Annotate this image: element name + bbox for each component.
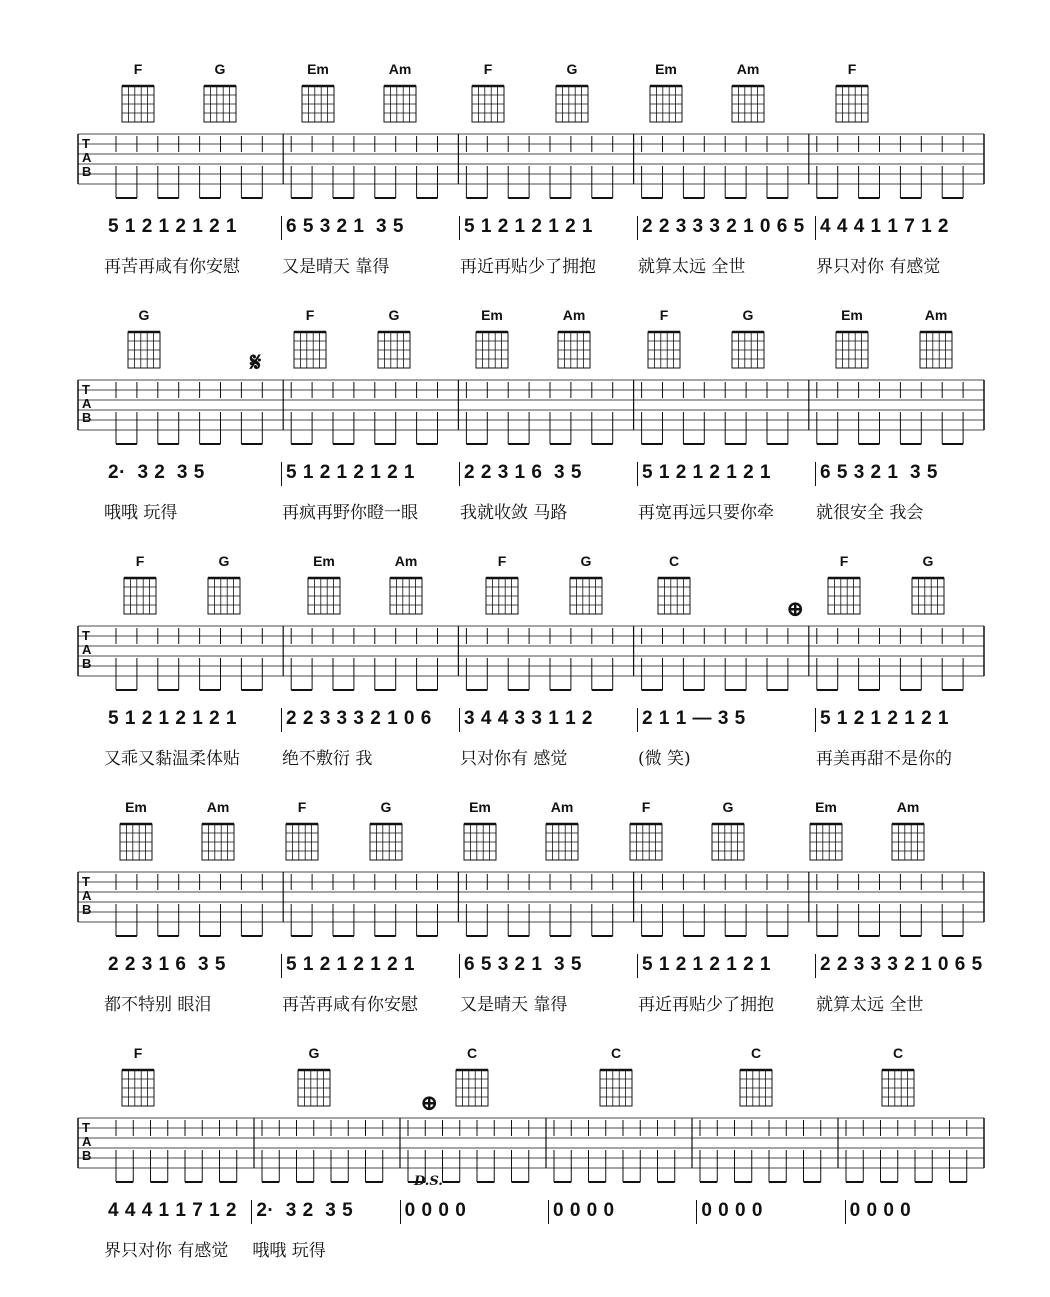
coda-sign: ⊕	[786, 596, 805, 622]
tab-staff	[70, 1110, 990, 1190]
svg-text:T: T	[82, 136, 90, 151]
chord-row	[70, 800, 990, 862]
svg-text:B: B	[82, 656, 92, 671]
chord-diagram: G	[542, 62, 602, 126]
svg-text:T: T	[82, 628, 90, 643]
chord-diagram: G	[364, 308, 424, 372]
numbered-notation-row: 4 4 4 1 1 7 1 2 2· 3 2 3 5 0 0 0 0 0 0 0 0 0 0 0 0 0 0 0 0	[104, 1198, 994, 1224]
chord-diagram: F	[472, 554, 532, 618]
lyrics-row: 再苦再咸有你安慰 又是晴天 靠得 再近再贴少了拥抱 就算太远 全世 界只对你 有感觉	[104, 257, 941, 276]
chord-diagram: Em	[294, 554, 354, 618]
chord-diagram: Em	[288, 62, 348, 126]
chord-diagram: F	[634, 308, 694, 372]
chord-diagram: Am	[906, 308, 966, 372]
chord-diagram: G	[190, 62, 250, 126]
ds-marking: D.S.	[414, 1174, 443, 1189]
lyrics-row: 界只对你 有感觉 哦哦 玩得	[104, 1241, 326, 1260]
chord-diagram: G	[698, 800, 758, 864]
numbered-notation-row: 5 1 2 1 2 1 2 1 2 2 3 3 3 2 1 0 6 3 4 4 3 3 1 1 2 2 1 1 — 3 5 5 1 2 1 2 1 2 1	[104, 706, 994, 732]
tab-staff	[70, 864, 990, 944]
chord-diagram: F	[822, 62, 882, 126]
chord-diagram: Em	[462, 308, 522, 372]
chord-diagram: F	[280, 308, 340, 372]
lyrics-row: 又乖又黏温柔体贴 绝不敷衍 我 只对你有 感觉 (微 笑) 再美再甜不是你的	[104, 749, 952, 768]
chord-diagram: F	[616, 800, 676, 864]
lyrics-row: 都不特别 眼泪 再苦再咸有你安慰 又是晴天 靠得 再近再贴少了拥抱 就算太远 全世	[104, 995, 924, 1014]
chord-diagram: Em	[796, 800, 856, 864]
chord-diagram: F	[108, 1046, 168, 1110]
tab-staff	[70, 126, 990, 206]
chord-diagram: C	[586, 1046, 646, 1110]
segno-sign: 𝄋	[250, 348, 262, 378]
chord-diagram: F	[108, 62, 168, 126]
svg-text:A: A	[82, 642, 92, 657]
chord-row	[70, 308, 990, 370]
numbered-notation-row: 5 1 2 1 2 1 2 1 6 5 3 2 1 3 5 5 1 2 1 2 1 2 1 2 2 3 3 3 2 1 0 6 5 4 4 4 1 1 7 1 2	[104, 214, 994, 240]
chord-diagram: Am	[544, 308, 604, 372]
numbered-notation-row: 2 2 3 1 6 3 5 5 1 2 1 2 1 2 1 6 5 3 2 1 3 5 5 1 2 1 2 1 2 1 2 2 3 3 3 2 1 0 6 5	[104, 952, 994, 978]
chord-diagram: F	[814, 554, 874, 618]
svg-text:B: B	[82, 902, 92, 917]
chord-diagram: G	[284, 1046, 344, 1110]
chord-diagram: G	[194, 554, 254, 618]
svg-text:T: T	[82, 1120, 90, 1135]
svg-text:B: B	[82, 164, 92, 179]
tab-staff	[70, 618, 990, 698]
chord-diagram: C	[644, 554, 704, 618]
chord-diagram: Em	[450, 800, 510, 864]
chord-diagram: G	[556, 554, 616, 618]
chord-diagram: Am	[376, 554, 436, 618]
svg-text:A: A	[82, 150, 92, 165]
chord-diagram: C	[726, 1046, 786, 1110]
chord-diagram: Am	[878, 800, 938, 864]
chord-diagram: G	[356, 800, 416, 864]
tab-staff	[70, 372, 990, 452]
chord-diagram: F	[458, 62, 518, 126]
chord-diagram: Am	[370, 62, 430, 126]
chord-diagram: C	[868, 1046, 928, 1110]
chord-diagram: Em	[106, 800, 166, 864]
chord-diagram: F	[110, 554, 170, 618]
chord-diagram: G	[898, 554, 958, 618]
chord-diagram: Am	[532, 800, 592, 864]
coda-sign: ⊕	[420, 1090, 439, 1116]
chord-row	[70, 1046, 990, 1108]
svg-text:B: B	[82, 410, 92, 425]
chord-diagram: F	[272, 800, 332, 864]
chord-row	[70, 62, 990, 124]
chord-diagram: C	[442, 1046, 502, 1110]
chord-diagram: G	[718, 308, 778, 372]
chord-diagram: G	[114, 308, 174, 372]
svg-text:T: T	[82, 874, 90, 889]
svg-text:A: A	[82, 396, 92, 411]
svg-text:A: A	[82, 888, 92, 903]
lyrics-row: 哦哦 玩得 再疯再野你瞪一眼 我就收敛 马路 再宽再远只要你牵 就很安全 我会	[104, 503, 924, 522]
chord-row	[70, 554, 990, 616]
svg-text:B: B	[82, 1148, 92, 1163]
numbered-notation-row: 2· 3 2 3 5 5 1 2 1 2 1 2 1 2 2 3 1 6 3 5 5 1 2 1 2 1 2 1 6 5 3 2 1 3 5	[104, 460, 994, 486]
chord-diagram: Em	[822, 308, 882, 372]
chord-diagram: Am	[188, 800, 248, 864]
svg-text:A: A	[82, 1134, 92, 1149]
chord-diagram: Em	[636, 62, 696, 126]
svg-text:T: T	[82, 382, 90, 397]
chord-diagram: Am	[718, 62, 778, 126]
